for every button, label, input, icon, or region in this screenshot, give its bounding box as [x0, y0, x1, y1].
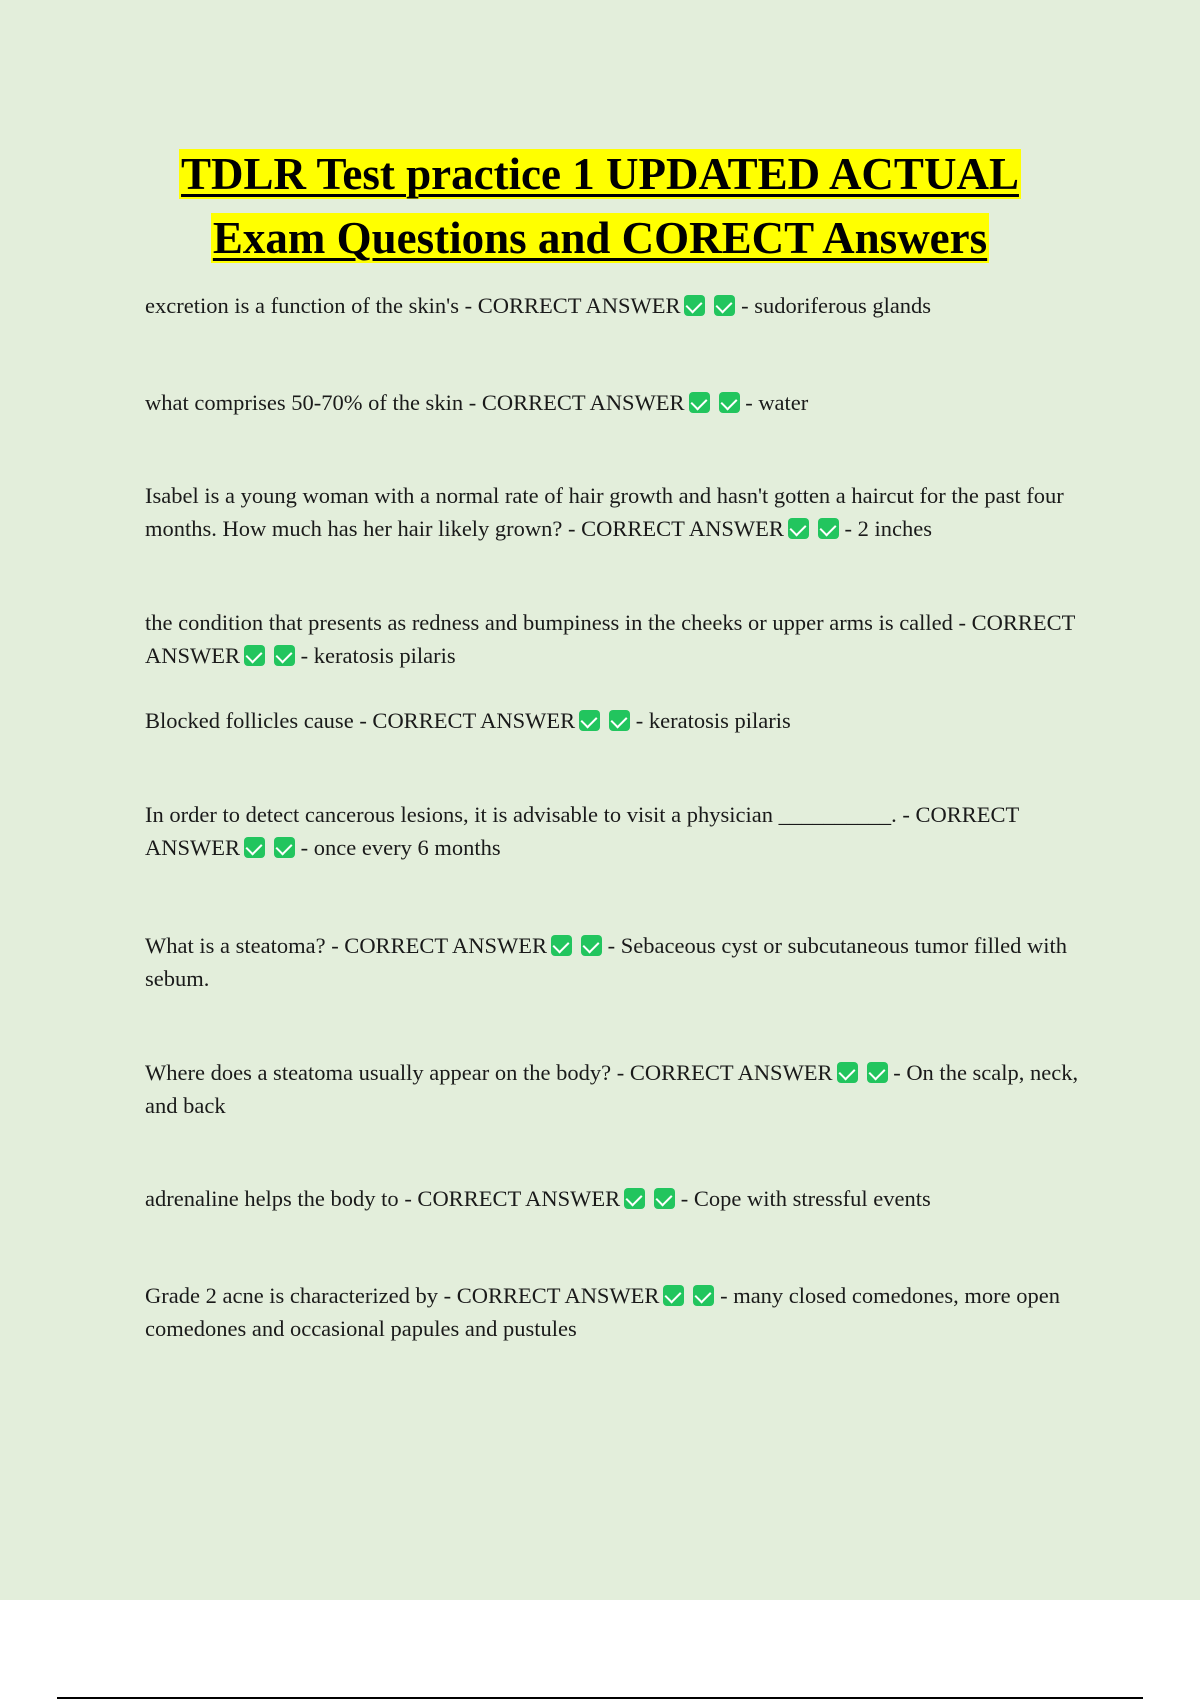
- check-mark-button-icon: [663, 1285, 684, 1306]
- check-mark-button-icon: [581, 935, 602, 956]
- question-text: what comprises 50-70% of the skin: [145, 390, 464, 415]
- qa-item: In order to detect cancerous lesions, it is advisable to visit a physician __________. - CORRECT ANSWER - once every 6 months: [145, 802, 1019, 860]
- qa-item: Grade 2 acne is characterized by - CORRECT ANSWER - many closed comedones, more open comedones and occasional papules and pustules: [145, 1283, 1060, 1341]
- question-text: In order to detect cancerous lesions, it is advisable to visit a physician __________.: [145, 802, 897, 827]
- check-mark-button-icon: [684, 295, 705, 316]
- check-mark-button-icon: [714, 295, 735, 316]
- check-mark-button-icon: [579, 710, 600, 731]
- answer-text: Sebaceous cyst or subcutaneous tumor filled with sebum.: [145, 933, 1067, 991]
- question-text: excretion is a function of the skin's: [145, 293, 459, 318]
- check-mark-button-icon: [689, 392, 710, 413]
- qa-item: what comprises 50-70% of the skin - CORRECT ANSWER - water: [145, 390, 809, 415]
- question-text: What is a steatoma?: [145, 933, 326, 958]
- answer-marker: - CORRECT ANSWER: [568, 516, 784, 541]
- answer-text: water: [758, 390, 809, 415]
- answer-marker: - CORRECT ANSWER: [404, 1186, 621, 1211]
- check-mark-button-icon: [719, 392, 740, 413]
- check-mark-button-icon: [551, 935, 572, 956]
- check-mark-button-icon: [867, 1062, 888, 1083]
- qa-item: Where does a steatoma usually appear on the body? - CORRECT ANSWER - On the scalp, neck, and back: [145, 1060, 1079, 1118]
- check-mark-button-icon: [609, 710, 630, 731]
- qa-item: Blocked follicles cause - CORRECT ANSWER - keratosis pilaris: [145, 708, 791, 733]
- page-divider: [57, 1697, 1143, 1699]
- check-mark-button-icon: [788, 518, 809, 539]
- answer-text: once every 6 months: [313, 835, 501, 860]
- question-text: Grade 2 acne is characterized by: [145, 1283, 438, 1308]
- check-mark-button-icon: [654, 1188, 675, 1209]
- check-mark-button-icon: [818, 518, 839, 539]
- answer-text: On the scalp, neck, and back: [145, 1060, 1079, 1118]
- question-text: Where does a steatoma usually appear on the body?: [145, 1060, 612, 1085]
- qa-item: What is a steatoma? - CORRECT ANSWER - Sebaceous cyst or subcutaneous tumor filled with sebum.: [145, 933, 1067, 991]
- answer-text: keratosis pilaris: [313, 643, 456, 668]
- check-mark-button-icon: [837, 1062, 858, 1083]
- qa-item: Isabel is a young woman with a normal rate of hair growth and hasn't gotten a haircut for the past four months. How much has her hair likely grown? - CORRECT ANSWER - 2 inches: [145, 483, 1064, 541]
- answer-marker: - CORRECT ANSWER: [468, 390, 685, 415]
- title-line-2: Exam Questions and CORECT Answers: [212, 213, 988, 263]
- qa-item: the condition that presents as redness and bumpiness in the cheeks or upper arms is called - CORRECT ANSWER - keratosis pilaris: [145, 610, 1076, 668]
- answer-text: Cope with stressful events: [693, 1186, 931, 1211]
- answer-marker: - CORRECT ANSWER: [145, 610, 1076, 668]
- answer-text: keratosis pilaris: [648, 708, 791, 733]
- check-mark-button-icon: [244, 645, 265, 666]
- question-text: the condition that presents as redness and bumpiness in the cheeks or upper arms is called: [145, 610, 953, 635]
- check-mark-button-icon: [274, 645, 295, 666]
- qa-item: excretion is a function of the skin's - CORRECT ANSWER - sudoriferous glands: [145, 293, 932, 318]
- answer-marker: - CORRECT ANSWER: [331, 933, 548, 958]
- check-mark-button-icon: [274, 837, 295, 858]
- answer-marker: - CORRECT ANSWER: [359, 708, 576, 733]
- answer-text: 2 inches: [857, 516, 933, 541]
- title-line-1: TDLR Test practice 1 UPDATED ACTUAL: [181, 149, 1019, 199]
- answer-marker: - CORRECT ANSWER: [616, 1060, 833, 1085]
- answer-marker: - CORRECT ANSWER: [464, 293, 681, 318]
- check-mark-button-icon: [693, 1285, 714, 1306]
- answer-marker: - CORRECT ANSWER: [145, 802, 1019, 860]
- question-text: Isabel is a young woman with a normal rate of hair growth and hasn't gotten a haircut for the past four months. How much has her hair likely grown?: [145, 483, 1064, 541]
- check-mark-button-icon: [244, 837, 265, 858]
- answer-text: many closed comedones, more open comedones and occasional papules and pustules: [145, 1283, 1060, 1341]
- answer-text: sudoriferous glands: [754, 293, 932, 318]
- question-text: Blocked follicles cause: [145, 708, 354, 733]
- qa-item: adrenaline helps the body to - CORRECT ANSWER - Cope with stressful events: [145, 1186, 931, 1211]
- answer-marker: - CORRECT ANSWER: [443, 1283, 660, 1308]
- check-mark-button-icon: [624, 1188, 645, 1209]
- question-text: adrenaline helps the body to: [145, 1186, 399, 1211]
